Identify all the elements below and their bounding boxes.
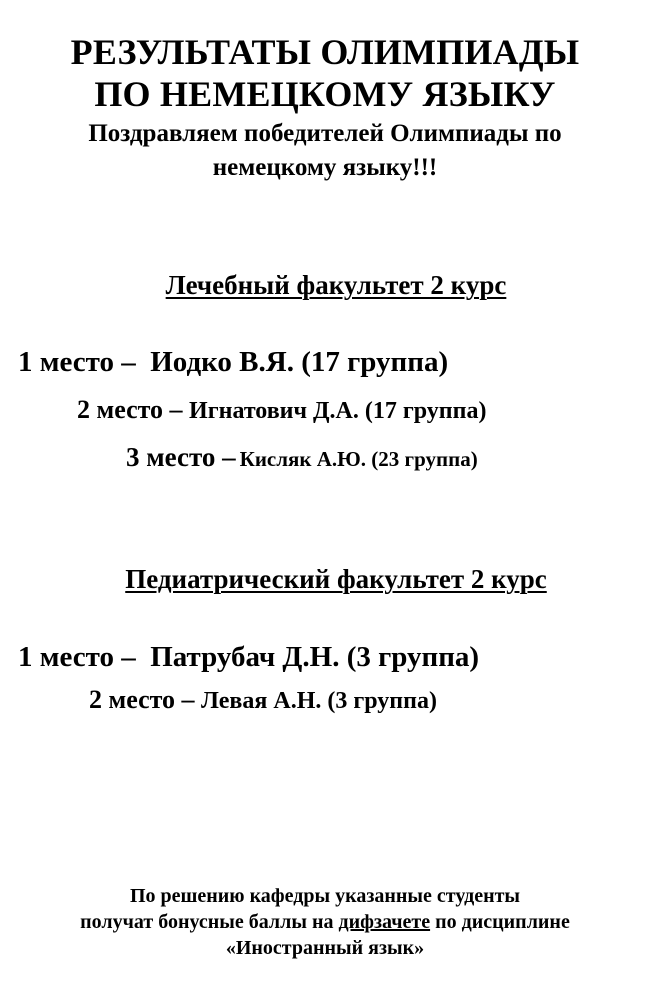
- section-heading-medical-text: Лечебный факультет 2 курс: [165, 270, 507, 300]
- winner-name: Иодко В.Я. (17 группа): [150, 346, 449, 378]
- note-line-2: [0, 909, 650, 935]
- place-label: 2 место –: [77, 395, 183, 424]
- place-label: 3 место –: [126, 442, 236, 472]
- section-heading-pediatric: [0, 563, 650, 595]
- winner-row: [126, 442, 478, 477]
- winner-name: Кисляк А.Ю. (23 группа): [239, 447, 478, 471]
- congrats-line-1: Поздравляем победителей Олимпиады по: [88, 120, 562, 147]
- winner-row: [89, 685, 437, 716]
- note-line-1: По решению кафедры указанные студенты: [129, 885, 521, 907]
- section-heading-pediatric-text: Педиатрический факультет 2 курс: [125, 564, 547, 594]
- winner-name: Игнатович Д.А. (17 группа): [189, 398, 487, 424]
- note-line-2-start: получат бонусные баллы на: [80, 911, 334, 933]
- winner-row: [77, 395, 486, 426]
- section-heading-medical: [0, 269, 650, 301]
- note-underlined-word: дифзачете: [338, 911, 431, 933]
- note-line-2-end: по дисциплине: [435, 911, 570, 933]
- winner-name: Левая А.Н. (3 группа): [201, 688, 437, 714]
- winner-row: [18, 640, 479, 674]
- winner-name: Патрубач Д.Н. (3 группа): [150, 641, 480, 673]
- page-title-line-2: ПО НЕМЕЦКОМУ ЯЗЫКУ: [94, 74, 556, 114]
- winner-row: [18, 345, 448, 379]
- place-label: 1 место –: [18, 641, 136, 673]
- page-title-line-1: РЕЗУЛЬТАТЫ ОЛИМПИАДЫ: [70, 32, 580, 72]
- place-label: 2 место –: [89, 685, 195, 714]
- congrats-line-2: немецкому языку!!!: [212, 154, 438, 181]
- note-line-3: «Иностранный язык»: [225, 937, 425, 959]
- place-label: 1 место –: [18, 346, 136, 378]
